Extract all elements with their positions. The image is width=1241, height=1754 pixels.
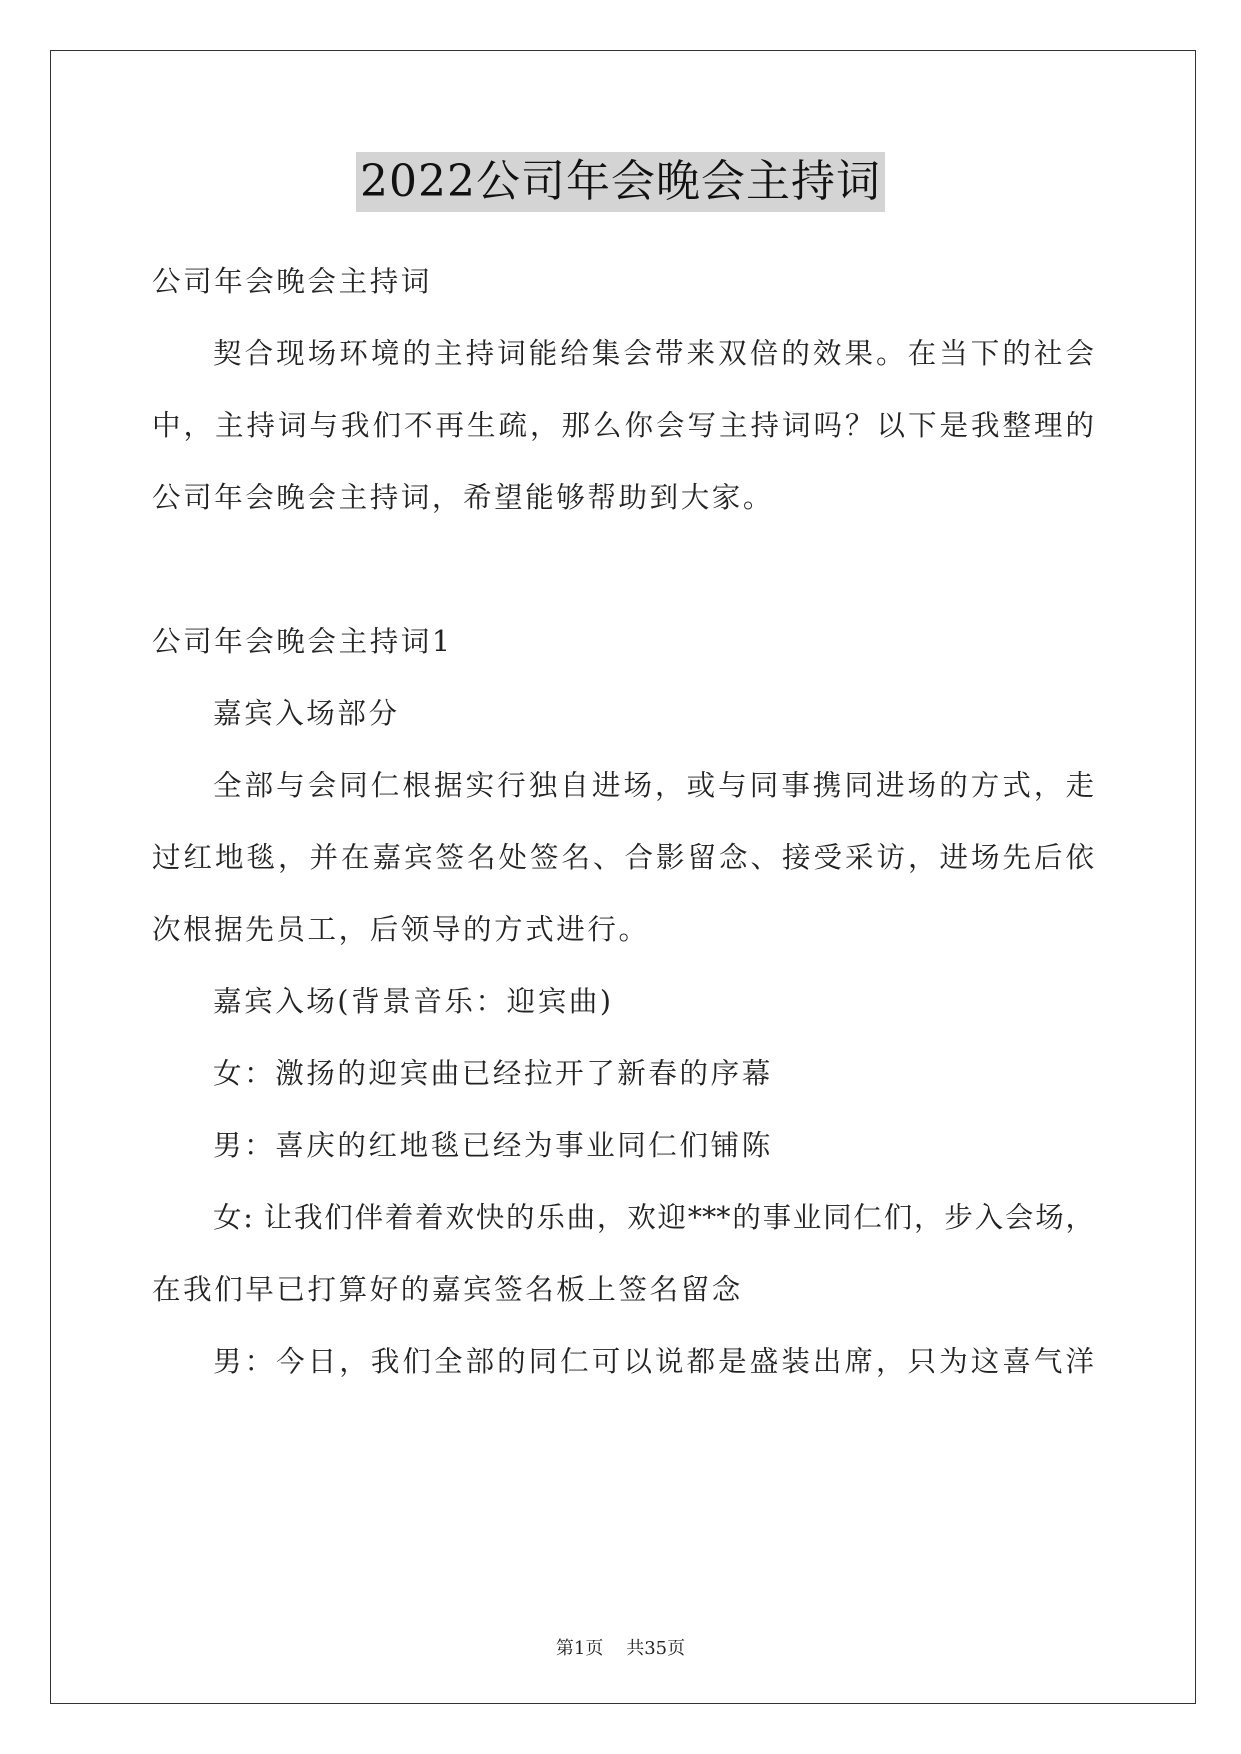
- subsection-heading: 嘉宾入场部分: [213, 697, 400, 730]
- paragraph-line: 契合现场环境的主持词能给集会带来双倍的效果。在当下的社会: [213, 337, 1094, 370]
- dialogue-line: 男：喜庆的红地毯已经为事业同仁们铺陈: [213, 1129, 773, 1162]
- document-title: 2022公司年会晚会主持词: [356, 152, 885, 212]
- paragraph-line: 公司年会晚会主持词，希望能够帮助到大家。: [152, 481, 775, 514]
- paragraph-line: 中，主持词与我们不再生疏，那么你会写主持词吗？以下是我整理的: [152, 409, 1094, 442]
- paragraph-line: 过红地毯，并在嘉宾签名处签名、合影留念、接受采访，进场先后依: [152, 841, 1094, 874]
- dialogue-line: 女: 让我们伴着着欢快的乐曲，欢迎***的事业同仁们，步入会场，: [213, 1201, 1094, 1234]
- page-footer: [0, 1634, 1241, 1660]
- section-heading: 公司年会晚会主持词: [152, 265, 432, 298]
- section-heading: 公司年会晚会主持词1: [152, 625, 453, 658]
- dialogue-line: 男：今日，我们全部的同仁可以说都是盛装出席，只为这喜气洋: [213, 1345, 1094, 1378]
- paragraph-line: 次根据先员工，后领导的方式进行。: [152, 913, 650, 946]
- page-number: 第1页: [555, 1638, 604, 1659]
- dialogue-line: 女：激扬的迎宾曲已经拉开了新春的序幕: [213, 1057, 773, 1090]
- paragraph-line: 全部与会同仁根据实行独自进场，或与同事携同进场的方式，走: [213, 769, 1094, 802]
- page-total: 共35页: [626, 1638, 686, 1659]
- paragraph-line: 嘉宾入场(背景音乐：迎宾曲): [213, 985, 614, 1018]
- title-container: [0, 152, 1241, 212]
- dialogue-line: 在我们早已打算好的嘉宾签名板上签名留念: [152, 1273, 743, 1306]
